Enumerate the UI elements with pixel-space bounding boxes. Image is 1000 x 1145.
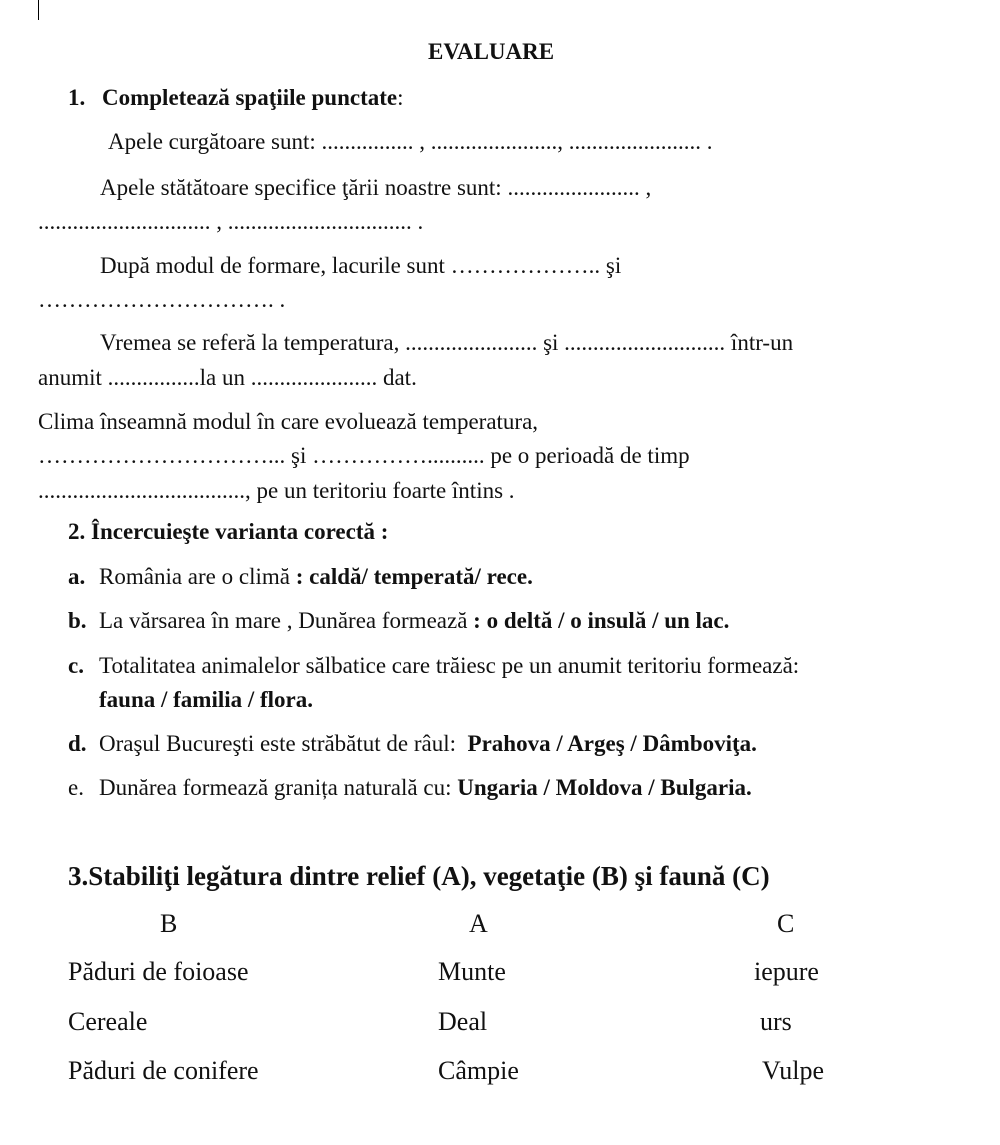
q3-col-header-c: C: [777, 909, 795, 938]
q3-col-header-b: B: [160, 909, 178, 938]
q3-cell-c-2: urs: [760, 1007, 792, 1036]
q2-item-b-options: : o deltă / o insulă / un lac.: [473, 608, 730, 633]
q2-item-a: [99, 565, 533, 588]
page-title: EVALUARE: [428, 39, 555, 64]
q2-item-d: [99, 732, 757, 755]
q3-cell-c-3: Vulpe: [762, 1056, 824, 1085]
q1-line-4: După modul de formare, lacurile sunt ……………….. şi: [100, 253, 622, 278]
q3-cell-a-3: Câmpie: [438, 1056, 519, 1085]
text-cursor: [38, 0, 39, 20]
q1-number: 1.: [68, 85, 86, 110]
q1-heading: [102, 86, 404, 109]
q2-item-c-text: Totalitatea animalelor sălbatice care trăiesc pe un anumit teritoriu formează:: [99, 653, 800, 678]
q3-cell-b-1: Păduri de foioase: [68, 957, 249, 986]
q3-cell-c-1: iepure: [754, 957, 819, 986]
q3-col-header-a: A: [469, 909, 488, 938]
q1-line-2: Apele stătătoare specifice ţării noastre sunt: ....................... ,: [100, 175, 652, 200]
q2-heading: 2. Încercuieşte varianta corectă :: [68, 519, 389, 544]
q1-line-1: Apele curgătoare sunt: ................ , ......................, ....................... .: [108, 129, 713, 154]
q1-line-6: Vremea se referă la temperatura, ....................... şi ............................ într-un: [100, 330, 794, 355]
q1-line-3: .............................. , ................................ .: [38, 209, 424, 234]
q1-heading-colon: :: [397, 85, 404, 110]
q1-line-8: Clima înseamnă modul în care evoluează temperatura,: [38, 409, 539, 434]
q1-heading-text: Completează spaţiile punctate: [102, 85, 398, 110]
q2-item-b-letter: b.: [68, 608, 87, 633]
q1-line-9: …………………………... şi …………….......... pe o perioadă de timp: [38, 443, 690, 468]
q2-item-b: [99, 609, 729, 632]
q1-line-10: ...................................., pe un teritoriu foarte întins .: [38, 478, 515, 503]
q2-item-c-letter: c.: [68, 653, 84, 678]
q3-cell-a-1: Munte: [438, 957, 506, 986]
q2-item-d-options: Prahova / Argeş / Dâmboviţa.: [467, 731, 757, 756]
q2-item-e: [99, 776, 752, 799]
q2-item-a-options: : caldă/ temperată/ rece.: [295, 564, 533, 589]
q3-cell-a-2: Deal: [438, 1007, 488, 1036]
q3-cell-b-2: Cereale: [68, 1007, 148, 1036]
q1-line-7: anumit ................la un ...................... dat.: [38, 365, 417, 390]
q2-item-e-options: Ungaria / Moldova / Bulgaria.: [457, 775, 752, 800]
q2-item-e-text: Dunărea formează granița naturală cu:: [99, 775, 452, 800]
q3-cell-b-3: Păduri de conifere: [68, 1056, 259, 1085]
q2-item-d-text: Oraşul Bucureşti este străbătut de râul:: [99, 731, 457, 756]
q2-item-c-options: fauna / familia / flora.: [99, 687, 314, 712]
q3-heading: 3.Stabiliţi legătura dintre relief (A), vegetaţie (B) şi faună (C): [68, 861, 770, 891]
q2-item-d-letter: d.: [68, 731, 87, 756]
q2-item-b-text: La vărsarea în mare , Dunărea formează: [99, 608, 468, 633]
q2-item-a-letter: a.: [68, 564, 86, 589]
q2-item-e-letter: e.: [68, 775, 84, 800]
q1-line-5: …………………………. .: [38, 287, 286, 312]
q2-item-a-text: România are o climă: [99, 564, 290, 589]
